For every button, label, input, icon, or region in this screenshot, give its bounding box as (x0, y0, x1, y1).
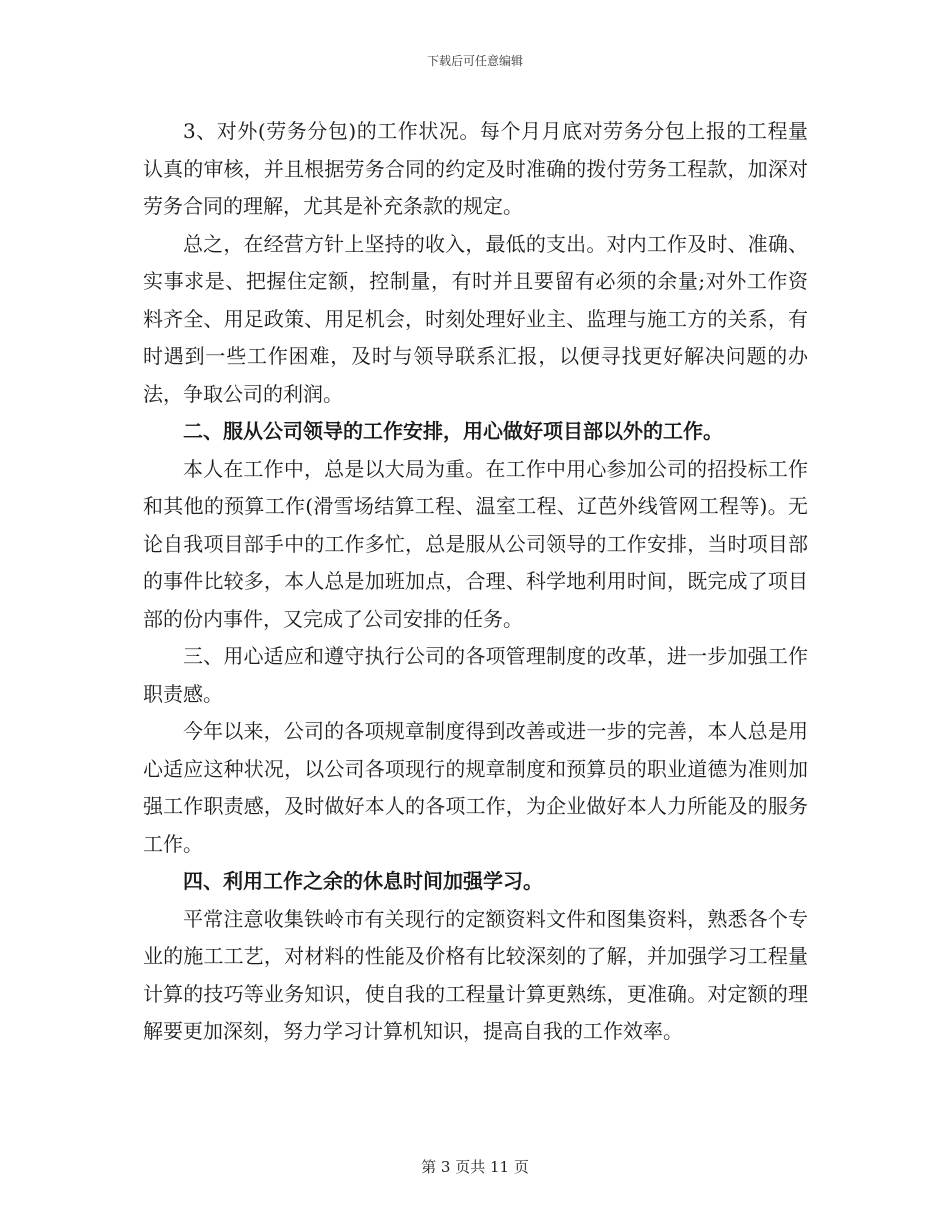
heading-section-3: 三、用心适应和遵守执行公司的各项管理制度的改革，进一步加强工作职责感。 (143, 644, 808, 706)
paragraph-section-3-body: 今年以来，公司的各项规章制度得到改善或进一步的完善，本人总是用心适应这种状况，以公司各项现行的规章制度和预算员的职业道德为准则加强工作职责感，及时做好本人的各项工作，为企业做好本人力所能及的服务工作。 (143, 719, 808, 856)
paragraph-section-4-body: 平常注意收集铁岭市有关现行的定额资料文件和图集资料，熟悉各个专业的施工工艺，对材料的性能及价格有比较深刻的了解，并加强学习工程量计算的技巧等业务知识，使自我的工程量计算更熟练，更准确。对定额的理解要更加深刻，努力学习计算机知识，提高自我的工作效率。 (143, 906, 808, 1043)
paragraph-labor-subcontract: 3、对外(劳务分包)的工作状况。每个月月底对劳务分包上报的工程量认真的审核，并且根据劳务合同的约定及时准确的拨付劳务工程款，加深对劳务合同的理解，尤其是补充条款的规定。 (143, 119, 808, 218)
document-body (143, 113, 808, 1051)
heading-section-4: 四、利用工作之余的休息时间加强学习。 (183, 869, 543, 893)
heading-section-2: 二、服从公司领导的工作安排，用心做好项目部以外的工作。 (183, 419, 723, 443)
page-header-note: 下载后可任意编辑 (426, 54, 523, 68)
paragraph-summary: 总之，在经营方针上坚持的收入，最低的支出。对内工作及时、准确、实事求是、把握住定额，控制量，有时并且要留有必须的余量;对外工作资料齐全、用足政策、用足机会，时刻处理好业主、监理与施工方的关系，有时遇到一些工作困难，及时与领导联系汇报，以便寻找更好解决问题的办法，争取公司的利润。 (143, 231, 808, 406)
page-number-footer: 第 3 页共 11 页 (421, 1158, 529, 1176)
paragraph-section-2-body: 本人在工作中，总是以大局为重。在工作中用心参加公司的招投标工作和其他的预算工作(滑雪场结算工程、温室工程、辽芭外线管网工程等)。无论自我项目部手中的工作多忙，总是服从公司领导的工作安排，当时项目部的事件比较多，本人总是加班加点，合理、科学地利用时间，既完成了项目部的份内事件，又完成了公司安排的任务。 (143, 456, 808, 631)
